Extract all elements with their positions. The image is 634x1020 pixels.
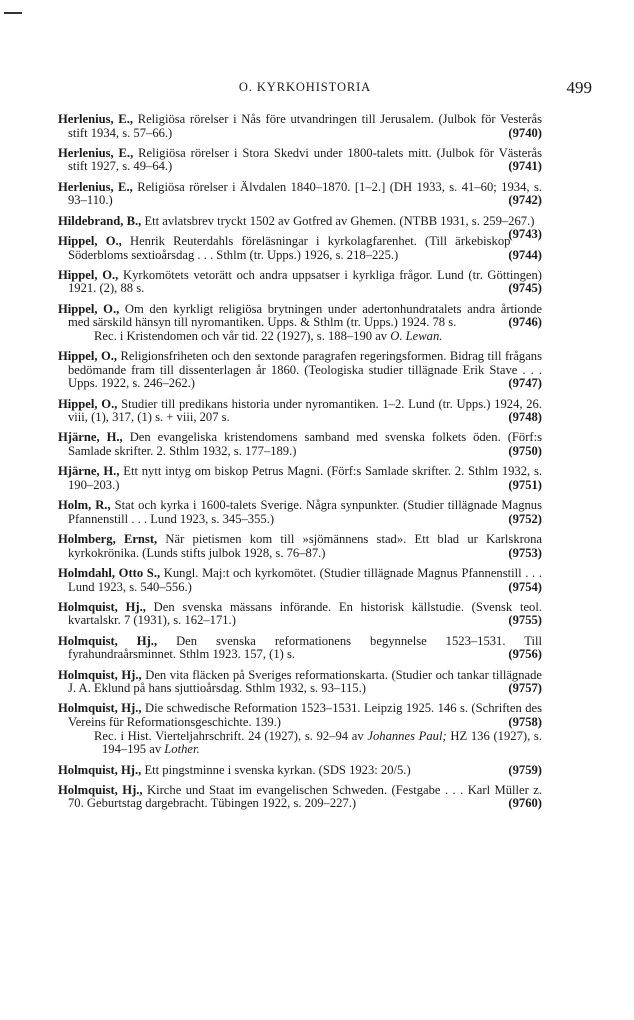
entry-number: (9752) [508,511,542,526]
entry-author: Hippel, O., [58,349,118,364]
bibliography-entry [58,669,542,696]
bibliography-list [58,113,542,818]
entry-number: (9758) [508,715,542,730]
entry-author: Hippel, O., [58,267,119,282]
entry-author: Holmquist, Hj., [58,701,142,716]
entry-text: Den vita fläcken på Sveriges reformationskarta. (Studier och tankar tillägnade J. A. Eklund på hans sjuttioårsdag. Sthlm 1932, s. 93–115.) [68,667,542,696]
bibliography-entry [58,533,542,560]
entry-author: Holmquist, Hj., [58,633,158,648]
bibliography-entry [58,113,542,140]
review-text: Rec. i Hist. Vierteljahrschrift. 24 (1927), s. 92–94 av [94,728,364,743]
entry-number: (9741) [508,159,542,174]
bibliography-entry [58,499,542,526]
entry-number: (9757) [508,681,542,696]
entry-text: Ett nytt intyg om biskop Petrus Magni. (Förf:s Samlade skrifter. 2. Sthlm 1932, s. 190–203.) [68,464,542,492]
review-text-continued: HZ 136 (1927), s. 194–195 av [102,728,542,757]
entry-author: Hjärne, H., [58,464,120,479]
bibliography-entry [58,465,542,492]
entry-author: Holmdahl, Otto S., [58,565,161,580]
entry-text: Religiösa rörelser i Nås före utvandringen till Jerusalem. (Julbok för Vesterås stift 1934, s. 57–66.) [68,112,542,140]
entry-text: Stat och kyrka i 1600-talets Sverige. Några synpunkter. (Studier tillägnade Magnus Pfannenstill . . . Lund 1923, s. 345–355.) [68,498,542,526]
review-author: O. Lewan. [390,328,443,343]
bibliography-entry [58,567,542,594]
entry-number: (9756) [508,647,542,662]
entry-number: (9754) [508,579,542,594]
entry-text: Religiösa rörelser i Stora Skedvi under 1800-talets mitt. (Julbok för Västerås stift 1927, s. 49–64.) [68,145,543,174]
entry-author: Holm, R., [58,498,111,513]
bibliography-entry [58,784,542,811]
entry-review [68,730,542,757]
entry-number: (9748) [508,410,542,425]
entry-text: Religiösa rörelser i Älvdalen 1840–1870. [1–2.] (DH 1933, s. 41–60; 1934, s. 93–110.) [68,179,542,208]
entry-author: Holmquist, Hj., [58,762,142,777]
review-text: Rec. i Kristendomen och vår tid. 22 (1927), s. 188–190 av [94,328,388,343]
entry-text: Om den kyrkligt religiösa brytningen under adertonhundratalets andra årtionde med särskild hänsyn till nyromantiken. Upps. & Sthlm (tr. Upps.) 1924. 78 s. [68,301,543,330]
bibliography-entry [58,181,542,208]
entry-number: (9753) [508,545,542,560]
entry-text: Studier till predikans historia under nyromantiken. 1–2. Lund (tr. Upps.) 1924, 26. viii, (1), 317, (1) s. + viii, 207 s. [68,396,542,425]
corner-mark [4,12,22,14]
entry-number: (9747) [508,376,542,391]
bibliography-entry [58,635,542,662]
entry-text: Den evangeliska kristendomens samband med svenska folkets öden. (Förf:s Samlade skrifter. 2. Sthlm 1932, s. 177–189.) [68,430,542,459]
entry-text: Religionsfriheten och den sextonde paragrafen regeringsformen. Bidrag till frågans bedömande fram till dissenterlagen år 1860. (Teologiska studier tillägnade Erik Stave . . . Upps. 1922, s. 246–262.) [68,349,543,391]
bibliography-entry [58,147,542,174]
bibliography-entry [58,235,542,262]
entry-text: Ett pingstminne i svenska kyrkan. (SDS 1923: 20/5.) [144,762,411,777]
entry-author: Holmquist, Hj., [58,782,143,797]
entry-number: (9755) [508,613,542,628]
entry-text: Die schwedische Reformation 1523–1531. Leipzig 1925. 146 s. (Schriften des Vereins für Reformationsgeschichte. 139.) [68,701,542,730]
entry-author: Hippel, O., [58,301,120,316]
bibliography-entry [58,269,542,296]
entry-author: Hippel, O., [58,233,122,248]
entry-number: (9745) [508,281,542,296]
entry-text: När pietismen kom till »sjömännens stad». Ett blad ur Karlskrona kyrkokrönika. (Lunds stifts julbok 1928, s. 76–87.) [68,532,542,560]
entry-author: Herlenius, E., [58,112,133,126]
entry-text: Den svenska reformationens begynnelse 1523–1531. Till fyrahundraårsminnet. Sthlm 1923. 157, (1) s. [68,633,542,662]
bibliography-entry [58,303,542,344]
page-header [58,78,592,102]
bibliography-entry [58,431,542,458]
entry-author: Holmquist, Hj., [58,667,142,682]
entry-number: (9751) [508,477,542,492]
entry-author: Herlenius, E., [58,145,134,160]
entry-text: Ett avlatsbrev tryckt 1502 av Gotfred av Ghemen. (NTBB 1931, s. 259–267.) [144,213,535,228]
bibliography-entry [58,702,542,756]
entry-author: Hjärne, H., [58,430,123,445]
entry-number: (9744) [508,247,542,262]
bibliography-entry [58,764,542,778]
bibliography-entry [58,350,542,391]
entry-text: Kyrkomötets vetorätt och andra uppsatser i kyrkliga frågor. Lund (tr. Göttingen) 1921. (2), 88 s. [68,267,542,296]
entry-number: (9750) [508,444,542,459]
entry-author: Holmberg, Ernst, [58,532,158,547]
bibliography-entry [58,398,542,425]
entry-number: (9740) [508,125,542,140]
entry-number: (9760) [508,796,542,811]
entry-number: (9742) [508,193,542,208]
entry-text: Den svenska mässans införande. En historisk källstudie. (Svensk teol. kvartalskr. 7 (1931), s. 162–171.) [68,599,542,628]
running-title: O. KYRKOHISTORIA [238,80,372,94]
review-author-second: Lother. [164,742,200,757]
entry-author: Holmquist, Hj., [58,599,146,614]
bibliography-entry [58,601,542,628]
entry-author: Hildebrand, B., [58,213,142,228]
entry-text: Kirche und Staat im evangelischen Schweden. (Festgabe . . . Karl Müller z. 70. Geburtstag dargebracht. Tübingen 1922, s. 209–227.) [68,782,542,811]
entry-number: (9743) [508,227,542,242]
entry-number: (9759) [508,762,542,777]
entry-author: Herlenius, E., [58,179,133,194]
entry-review [68,330,542,344]
entry-text: Henrik Reuterdahls föreläsningar i kyrkolagfarenhet. (Till ärkebiskop Söderbloms sextioårsdag . . . Sthlm (tr. Upps.) 1926, s. 218–225.) [68,233,511,262]
review-author: Johannes Paul; [367,728,447,743]
entry-text: Kungl. Maj:t och kyrkomötet. (Studier tillägnade Magnus Pfannenstill . . . Lund 1923, s. 540–556.) [68,565,542,594]
entry-author: Hippel, O., [58,396,118,411]
page-number: 499 [566,78,592,97]
entry-number: (9746) [508,315,542,330]
